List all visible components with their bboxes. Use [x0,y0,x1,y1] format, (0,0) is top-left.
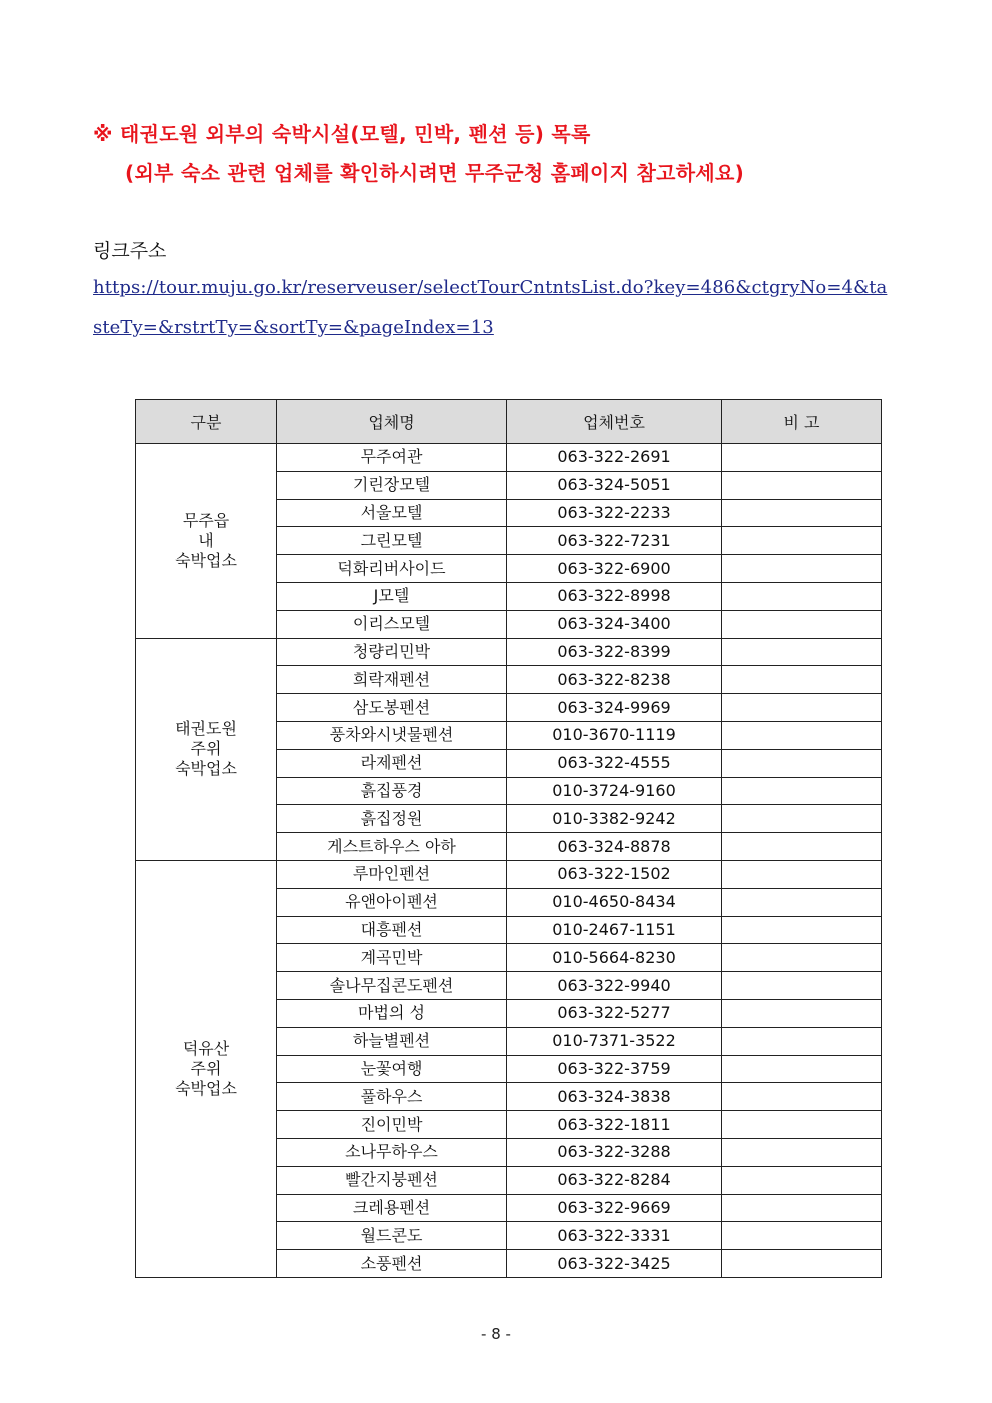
note-cell [722,944,882,972]
business-name-cell: 삼도봉펜션 [277,694,507,722]
note-cell [722,860,882,888]
note-cell [722,1166,882,1194]
note-cell [722,638,882,666]
phone-cell: 063-322-9940 [507,972,722,1000]
note-cell [722,499,882,527]
phone-cell: 063-322-6900 [507,555,722,583]
phone-cell: 063-322-2691 [507,444,722,472]
tour-link-line1[interactable]: https://tour.muju.go.kr/reserveuser/selectTourCntntsList.do?key=486&ctgryNo=4&ta [93,277,888,298]
phone-cell: 063-322-1502 [507,860,722,888]
note-cell [722,1111,882,1139]
note-cell [722,666,882,694]
note-cell [722,833,882,861]
phone-cell: 063-322-7231 [507,527,722,555]
business-name-cell: 희락재펜션 [277,666,507,694]
note-cell [722,1250,882,1278]
business-name-cell: 서울모텔 [277,499,507,527]
table-row [136,444,882,472]
table-row [136,638,882,666]
business-name-cell: 그린모텔 [277,527,507,555]
business-name-cell: 진이민박 [277,1111,507,1139]
note-cell [722,1083,882,1111]
business-name-cell: 무주여관 [277,444,507,472]
note-cell [722,610,882,638]
phone-cell: 010-4650-8434 [507,888,722,916]
business-name-cell: 월드콘도 [277,1222,507,1250]
note-cell [722,1194,882,1222]
note-cell [722,555,882,583]
group-label-line: 무주읍 [182,510,230,530]
business-name-cell: 덕화리버사이드 [277,555,507,583]
header-category: 구분 [136,400,277,444]
group-label-line: 숙박업소 [175,1078,237,1098]
note-cell [722,1055,882,1083]
notice-heading: ※ 태권도원 외부의 숙박시설(모텔, 민박, 펜션 등) 목록 [93,122,591,146]
business-name-cell: J모텔 [277,582,507,610]
phone-cell: 063-322-2233 [507,499,722,527]
phone-cell: 063-322-8284 [507,1166,722,1194]
note-cell [722,721,882,749]
phone-cell: 010-3670-1119 [507,721,722,749]
group-label [136,444,277,639]
note-cell [722,471,882,499]
note-cell [722,888,882,916]
business-name-cell: 유앤아이펜션 [277,888,507,916]
header-business-name: 업체명 [277,400,507,444]
phone-cell: 063-322-8238 [507,666,722,694]
business-name-cell: 풀하우스 [277,1083,507,1111]
group-label-line: 태권도원 [175,719,237,739]
business-name-cell: 흙집정원 [277,805,507,833]
phone-cell: 063-324-3400 [507,610,722,638]
business-name-cell: 눈꽃여행 [277,1055,507,1083]
phone-cell: 063-322-1811 [507,1111,722,1139]
business-name-cell: 기린장모텔 [277,471,507,499]
business-name-cell: 풍차와시냇물펜션 [277,721,507,749]
table-body [136,444,882,1278]
phone-cell: 063-322-4555 [507,749,722,777]
phone-cell: 063-324-3838 [507,1083,722,1111]
link-label: 링크주소 [93,240,167,262]
business-name-cell: 소풍펜션 [277,1250,507,1278]
business-name-cell: 흙집풍경 [277,777,507,805]
note-cell [722,749,882,777]
group-label [136,860,277,1277]
note-cell [722,916,882,944]
phone-cell: 063-322-9669 [507,1194,722,1222]
header-note: 비 고 [722,400,882,444]
note-cell [722,694,882,722]
note-cell [722,999,882,1027]
business-name-cell: 소나무하우스 [277,1138,507,1166]
business-name-cell: 이리스모텔 [277,610,507,638]
business-name-cell: 루마인펜션 [277,860,507,888]
phone-cell: 063-322-5277 [507,999,722,1027]
table-row [136,860,882,888]
business-name-cell: 크레용펜션 [277,1194,507,1222]
group-label-line: 내 [198,530,214,550]
header-phone: 업체번호 [507,400,722,444]
business-name-cell: 마법의 성 [277,999,507,1027]
phone-cell: 010-3724-9160 [507,777,722,805]
table-header-row [136,400,882,444]
page-number: - 8 - [481,1325,511,1343]
phone-cell: 063-322-8399 [507,638,722,666]
group-label [136,638,277,860]
phone-cell: 063-322-3425 [507,1250,722,1278]
note-cell [722,777,882,805]
business-name-cell: 청량리민박 [277,638,507,666]
business-name-cell: 게스트하우스 아하 [277,833,507,861]
phone-cell: 063-322-3331 [507,1222,722,1250]
business-name-cell: 대흥펜션 [277,916,507,944]
note-cell [722,527,882,555]
phone-cell: 063-324-8878 [507,833,722,861]
phone-cell: 063-324-5051 [507,471,722,499]
note-cell [722,972,882,1000]
business-name-cell: 솔나무집콘도펜션 [277,972,507,1000]
note-cell [722,582,882,610]
note-cell [722,1138,882,1166]
notice-subheading: (외부 숙소 관련 업체를 확인하시려면 무주군청 홈페이지 참고하세요) [125,161,745,185]
phone-cell: 010-2467-1151 [507,916,722,944]
lodging-table [135,399,882,1278]
group-label-line: 숙박업소 [175,759,237,779]
business-name-cell: 하늘별펜션 [277,1027,507,1055]
phone-cell: 010-3382-9242 [507,805,722,833]
group-label-line: 주위 [190,1058,222,1078]
phone-cell: 063-322-3759 [507,1055,722,1083]
group-label-line: 숙박업소 [175,550,237,570]
phone-cell: 010-7371-3522 [507,1027,722,1055]
business-name-cell: 빨간지붕펜션 [277,1166,507,1194]
phone-cell: 063-322-8998 [507,582,722,610]
tour-link-line2[interactable]: steTy=&rstrtTy=&sortTy=&pageIndex=13 [93,317,494,338]
note-cell [722,1027,882,1055]
phone-cell: 063-322-3288 [507,1138,722,1166]
note-cell [722,1222,882,1250]
business-name-cell: 라제펜션 [277,749,507,777]
phone-cell: 063-324-9969 [507,694,722,722]
business-name-cell: 계곡민박 [277,944,507,972]
phone-cell: 010-5664-8230 [507,944,722,972]
note-cell [722,805,882,833]
group-label-line: 주위 [190,739,222,759]
group-label-line: 덕유산 [182,1038,230,1058]
note-cell [722,444,882,472]
